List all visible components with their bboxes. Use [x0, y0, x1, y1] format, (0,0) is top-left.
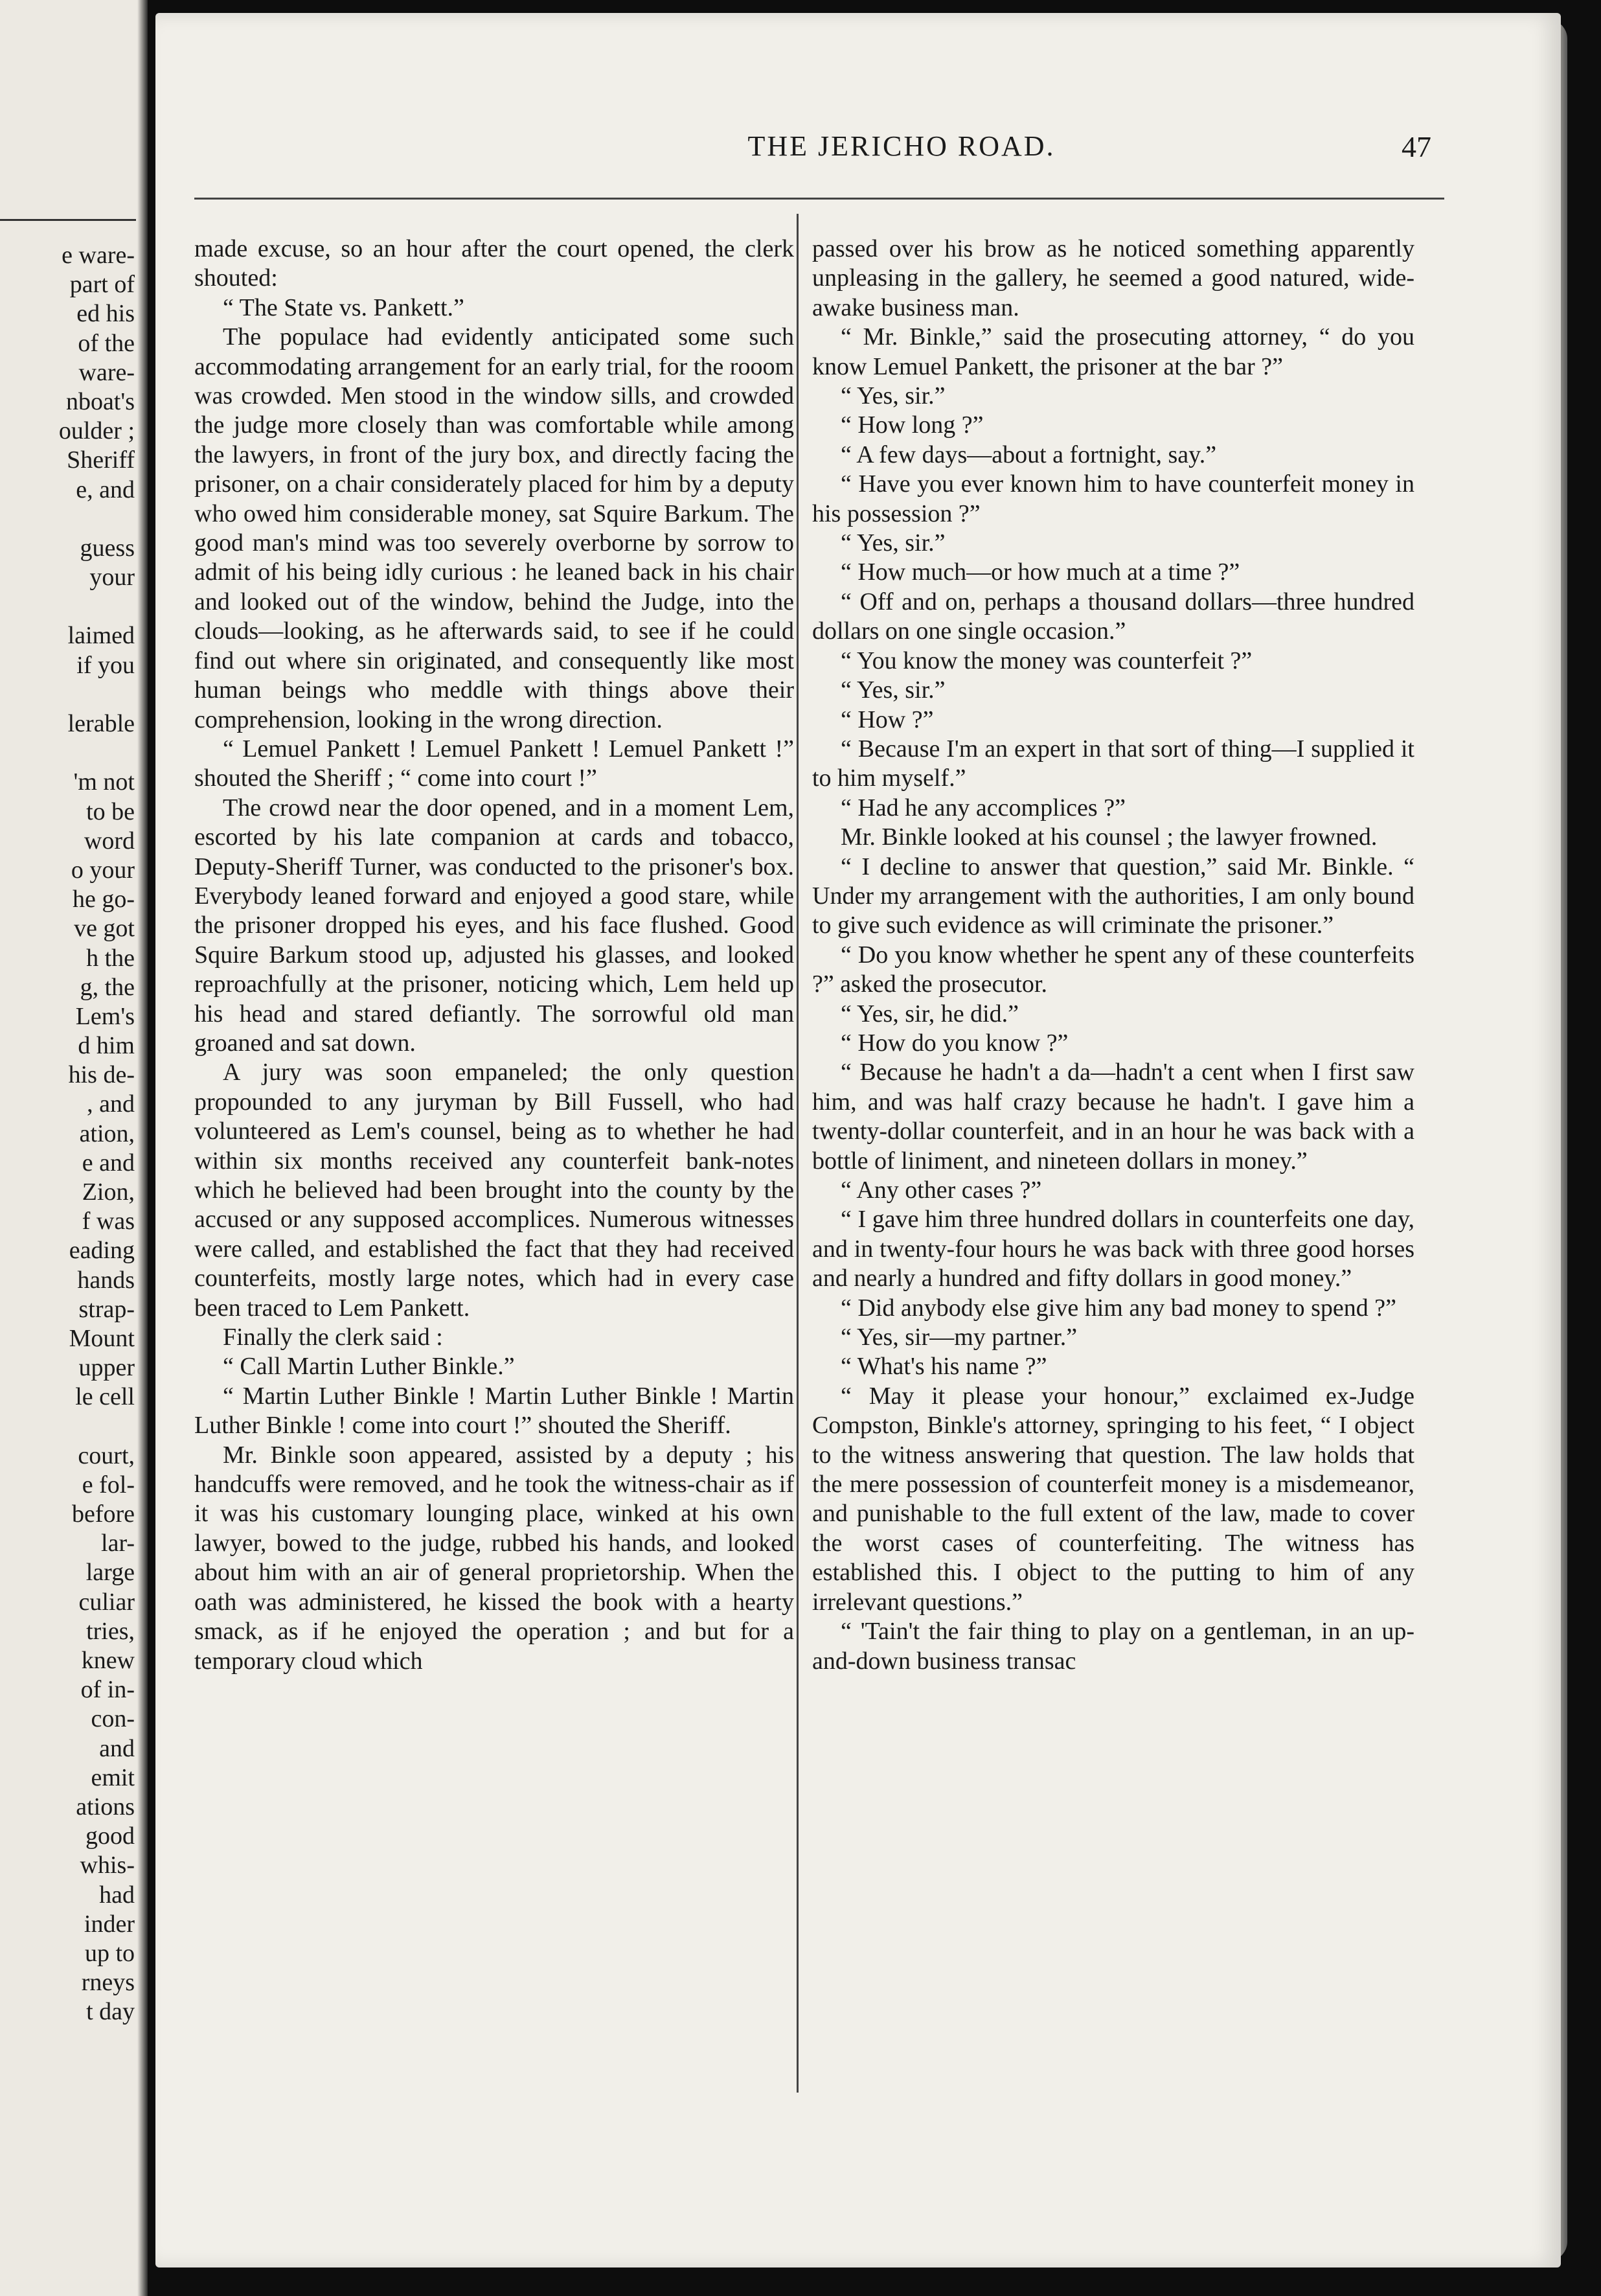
fragment-line: of the — [78, 329, 135, 357]
fragment-line: word — [84, 827, 135, 855]
paragraph: “ I gave him three hundred dollars in counterfeits one day, and in twenty-four hours he was back with three good horses and nearly a hundred and fifty dollars in good money.” — [812, 1206, 1414, 1292]
fragment-line: culiar — [78, 1588, 135, 1616]
fragment-line: knew — [81, 1647, 135, 1674]
paragraph: “ Mr. Binkle,” said the prosecuting attorney, “ do you know Lemuel Pankett, the prisoner at the bar ?” — [812, 323, 1414, 380]
fragment-line — [2, 739, 135, 768]
paragraph: “ Had he any accomplices ?” — [841, 794, 1126, 821]
fragment-line: d him — [78, 1032, 135, 1060]
fragment-line: lerable — [67, 710, 135, 737]
fragment-line — [2, 592, 135, 621]
right-column — [812, 235, 1414, 1676]
fragment-line: ware- — [78, 358, 135, 386]
paragraph: “ May it please your honour,” exclaimed ex-Judge Compston, Binkle's attorney, springing to his feet, “ I object to the witness answering that question. The law holds that the mere possession of counterfeit money is a misdemeanor, and punishable to the full extent of the law, made to cover the worst cases of counterfeiting. The witness has established this. I object to the putting to him of any irrelevant questions.” — [812, 1382, 1414, 1616]
paragraph: “ How ?” — [841, 706, 934, 733]
fragment-line: ations — [76, 1793, 135, 1820]
fragment-line: emit — [91, 1763, 135, 1791]
fragment-line: inder — [84, 1910, 135, 1938]
fragment-line: your — [89, 564, 135, 591]
facing-page-rule — [0, 219, 136, 221]
paragraph: “ Any other cases ?” — [841, 1177, 1042, 1204]
paragraph: “ Did anybody else give him any bad money to spend ?” — [841, 1294, 1396, 1322]
fragment-line: Mount — [69, 1324, 135, 1352]
paragraph: “ 'Tain't the fair thing to play on a gentleman, in an up-and-down business transac — [812, 1618, 1414, 1675]
fragment-line: laimed — [67, 622, 135, 650]
column-divider — [797, 214, 799, 2093]
paragraph: “ How much—or how much at a time ?” — [841, 558, 1240, 586]
fragment-line: hands — [77, 1266, 135, 1294]
fragment-line: o your — [71, 856, 135, 884]
paragraph: “ Because I'm an expert in that sort of thing—I supplied it to him myself.” — [812, 735, 1414, 792]
fragment-line: g, the — [80, 973, 135, 1001]
fragment-line: tries, — [86, 1617, 135, 1645]
paragraph: “ Off and on, perhaps a thousand dollars—three hundred dollars on one single occasion.” — [812, 588, 1414, 645]
fragment-line: part of — [69, 271, 135, 299]
fragment-line: good — [85, 1822, 135, 1850]
fragment-line: 'm not — [73, 768, 135, 796]
fragment-line: if you — [76, 651, 135, 679]
paragraph: Mr. Binkle looked at his counsel ; the lawyer frowned. — [841, 823, 1378, 851]
fragment-line: whis- — [80, 1852, 135, 1879]
header-rule — [194, 198, 1444, 200]
fragment-line: guess — [80, 534, 135, 562]
fragment-line: e fol- — [82, 1471, 135, 1498]
fragment-line: to be — [86, 798, 135, 825]
fragment-line: had — [99, 1881, 135, 1909]
paragraph: “ The State vs. Pankett.” — [223, 293, 464, 321]
fragment-line: con- — [91, 1705, 135, 1733]
facing-page-fragment — [0, 0, 148, 2296]
fragment-line: e, and — [76, 476, 135, 503]
paragraph: The crowd near the door opened, and in a moment Lem, escorted by his late companion at cards and tobacco, Deputy-Sheriff Turner, was conducted to the prisoner's box. Everybody leaned forward and enjoyed a good stare, while the prisoner dropped his eyes, and his face flushed. Good Squire Barkum stood up, adjusted his glasses, and looked reproachfully at the prisoner, noticing which, Lem held up his head and stared defiantly. The sorrowful old man groaned and sat down. — [194, 794, 794, 1057]
paragraph: “ Yes, sir.” — [841, 382, 946, 410]
paragraph: “ Yes, sir.” — [841, 676, 946, 704]
fragment-line: Lem's — [75, 1002, 135, 1030]
paragraph: “ A few days—about a fortnight, say.” — [841, 441, 1217, 468]
fragment-line: Sheriff — [67, 446, 135, 474]
fragment-line: e and — [82, 1149, 135, 1177]
fragment-line: , and — [87, 1090, 135, 1118]
fragment-line: ed his — [76, 300, 135, 328]
fragment-line: before — [71, 1500, 135, 1528]
running-head — [155, 130, 1561, 168]
paragraph: “ Yes, sir, he did.” — [841, 1000, 1019, 1027]
paragraph: “ Call Martin Luther Binkle.” — [223, 1353, 515, 1381]
fragment-line: Zion, — [82, 1178, 135, 1206]
paragraph: “ Because he hadn't a da—hadn't a cent when I first saw him, and was half crazy because he hadn't. I gave him a twenty-dollar counterfeit, and in an hour he was back with a bottle of liniment, and nineteen dollars in money.” — [812, 1059, 1414, 1175]
paragraph: A jury was soon empaneled; the only question propounded to any juryman by Bill Fussell, who had volunteered as Lem's counsel, being as to whether he had within six months received any counterfeit bank-notes which he believed had been brought into the county by the accused or any supposed accomplices. Numerous witnesses were called, and established the fact that they had received counterfeits, mostly large notes, which had in every case been traced to Lem Pankett. — [194, 1059, 794, 1322]
fragment-line: rneys — [81, 1969, 135, 1997]
fragment-line: his de- — [68, 1061, 135, 1089]
running-title: THE JERICHO ROAD. — [747, 130, 1056, 162]
fragment-line: nboat's — [65, 387, 135, 415]
fragment-line — [2, 505, 135, 534]
fragment-line: up to — [84, 1939, 135, 1967]
paragraph: made excuse, so an hour after the court opened, the clerk shouted: — [194, 235, 794, 292]
fragment-line — [2, 680, 135, 709]
fragment-line: court, — [78, 1441, 135, 1469]
paragraph: “ What's his name ?” — [841, 1353, 1047, 1381]
paragraph: “ How long ?” — [841, 411, 984, 439]
paragraph: passed over his brow as he noticed something apparently unpleasing in the gallery, he seemed a good natured, wide-awake business man. — [812, 235, 1414, 321]
fragment-line: and — [99, 1734, 135, 1762]
fragment-line — [2, 1412, 135, 1441]
paragraph: “ I decline to answer that question,” said Mr. Binkle. “ Under my arrangement with the authorities, I am only bound to give such evidence as will criminate the prisoner.” — [812, 853, 1414, 939]
page-number: 47 — [1402, 130, 1431, 163]
page-gutter — [137, 0, 148, 2296]
fragment-line: le cell — [75, 1383, 135, 1411]
fragment-line: he go- — [72, 886, 135, 913]
paragraph: Finally the clerk said : — [223, 1324, 443, 1351]
paragraph: “ Martin Luther Binkle ! Martin Luther Binkle ! Martin Luther Binkle ! come into court !” shouted the Sheriff. — [194, 1382, 794, 1440]
fragment-line: eading — [69, 1237, 135, 1265]
paragraph: Mr. Binkle soon appeared, assisted by a deputy ; his handcuffs were removed, and he took the witness-chair as if it was his customary lounging place, winked at his own lawyer, bowed to the judge, rubbed his hands, and looked about him with an air of general proprietorship. When the oath was administered, he kissed the book with a hearty smack, as if he enjoyed the operation ; and but for a temporary cloud which — [194, 1441, 794, 1675]
fragment-line: f was — [82, 1208, 135, 1235]
fragment-line: oulder ; — [58, 417, 135, 445]
fragment-line: large — [85, 1559, 135, 1587]
paragraph: “ How do you know ?” — [841, 1029, 1069, 1057]
paragraph: “ Lemuel Pankett ! Lemuel Pankett ! Lemuel Pankett !” shouted the Sheriff ; “ come into court !” — [194, 735, 794, 792]
fragment-line: e ware- — [62, 242, 135, 269]
fragment-line: ve got — [74, 915, 135, 943]
paragraph: The populace had evidently anticipated some such accommodating arrangement for an early trial, for the rooom was crowded. Men stood in the window sills, and crowded the judge more closely than was comfortable while among the lawyers, in front of the jury box, and directly facing the prisoner, on a chair considerately placed for him by a deputy who owed him considerable money, sat Squire Barkum. The good man's mind was too severely overborne by sorrow to admit of his being idly curious : he leaned back in his chair and looked out of the window, behind the Judge, into the clouds—looking, as he afterwards said, to see if he could find out where sin originated, and consequently like most human beings who meddle with things above their comprehension, looking in the wrong direction. — [194, 323, 794, 733]
fragment-line: ation, — [79, 1119, 135, 1147]
paragraph: “ You know the money was counterfeit ?” — [841, 647, 1253, 674]
fragment-line: h the — [86, 944, 135, 972]
fragment-line: of in- — [80, 1676, 135, 1704]
paragraph: “ Have you ever known him to have counterfeit money in his possession ?” — [812, 470, 1414, 527]
fragment-line: upper — [78, 1354, 135, 1382]
paragraph: “ Yes, sir.” — [841, 529, 946, 557]
facing-page-text — [2, 241, 135, 2026]
fragment-line: strap- — [78, 1295, 135, 1323]
paragraph: “ Yes, sir—my partner.” — [841, 1324, 1078, 1351]
left-column — [194, 235, 794, 1676]
fragment-line: t day — [86, 1998, 135, 2026]
paragraph: “ Do you know whether he spent any of these counterfeits ?” asked the prosecutor. — [812, 941, 1414, 998]
fragment-line: lar- — [101, 1530, 135, 1557]
